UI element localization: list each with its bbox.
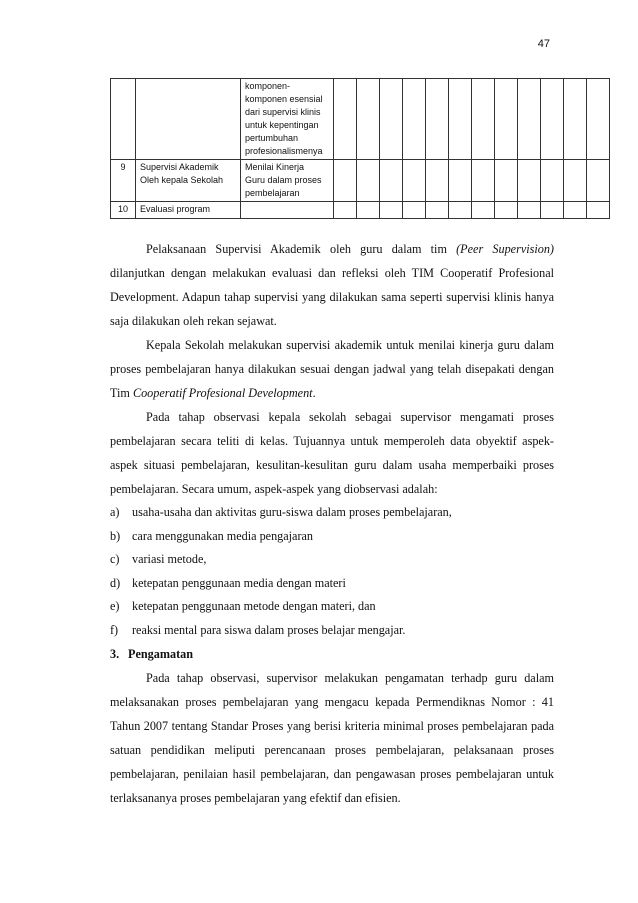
schedule-cell [357, 79, 380, 160]
body-text [110, 237, 554, 810]
activity-cell [136, 79, 241, 160]
list-item: f) reaksi mental para siswa dalam proses belajar mengajar. [110, 622, 406, 637]
schedule-cell [472, 160, 495, 202]
schedule-cell [541, 79, 564, 160]
row-number-cell [111, 79, 136, 160]
schedule-cell [472, 202, 495, 219]
schedule-cell [334, 202, 357, 219]
schedule-cell [449, 202, 472, 219]
schedule-cell [380, 160, 403, 202]
schedule-cell [518, 202, 541, 219]
page-number: 47 [537, 38, 550, 50]
row-number-cell: 9 [111, 160, 136, 202]
schedule-cell [541, 160, 564, 202]
schedule-cell [518, 160, 541, 202]
row-number-cell: 10 [111, 202, 136, 219]
schedule-cell [403, 160, 426, 202]
schedule-cell [449, 160, 472, 202]
schedule-cell [426, 202, 449, 219]
schedule-cell [426, 160, 449, 202]
schedule-cell [403, 79, 426, 160]
schedule-cell [495, 160, 518, 202]
term-peer-supervision: (Peer Supervision) [456, 242, 554, 256]
schedule-cell [426, 79, 449, 160]
schedule-cell [357, 202, 380, 219]
schedule-cell [334, 160, 357, 202]
table-row [111, 160, 610, 202]
list-item: c) variasi metode, [110, 552, 207, 566]
schedule-cell [541, 202, 564, 219]
schedule-cell [495, 79, 518, 160]
indicator-cell: komponen- komponen esensial dari supervisi klinis untuk kepentingan pertumbuhan profesionalismenya [241, 79, 334, 160]
indicator-cell [241, 202, 334, 219]
observation-aspects-list [110, 501, 554, 642]
schedule-cell [449, 79, 472, 160]
paragraph-observation: Pada tahap observasi, supervisor melakukan pengamatan terhadp guru dalam melaksanakan proses pembelajaran yang mengacu kepada Permendiknas Nomor : 41 Tahun 2007 tentang Standar Proses yang berisi kriteria minimal proses pembelajaran pada satuan pendidikan meliputi perencanaan proses pembelajaran, pelaksanaan proses pembelajaran, penilaian hasil pembelajaran, dan pengawasan proses pembelajaran untuk terlaksananya proses pembelajaran yang efektif dan efisien. [110, 671, 554, 805]
schedule-cell [334, 79, 357, 160]
paragraph-observation-intro: Pada tahap observasi kepala sekolah sebagai supervisor mengamati proses pembelajaran secara teliti di kelas. Tujuannya untuk memperoleh data obyektif aspek-aspek situasi pembelajaran, kesulitan-kesulitan guru dalam usaha memperbaiki proses pembelajaran. Secara umum, aspek-aspek yang diobservasi adalah: [110, 410, 554, 496]
schedule-cell [380, 79, 403, 160]
table-row [111, 202, 610, 219]
term-cooperatif-profesional-development: Cooperatif Profesional Development [132, 386, 313, 400]
schedule-table [110, 78, 610, 219]
schedule-cell [472, 79, 495, 160]
list-item: e) ketepatan penggunaan metode dengan materi, dan [110, 599, 376, 613]
schedule-cell [564, 160, 587, 202]
paragraph-peer-supervision: Pelaksanaan Supervisi Akademik oleh guru dalam tim (Peer Supervision) dilanjutkan dengan melakukan evaluasi dan refleksi oleh TIM Cooperatif Profesional Development. Adapun tahap supervisi yang dilakukan sama seperti supervisi klinis hanya saja dilakukan oleh rekan sejawat. [110, 242, 554, 328]
schedule-cell [495, 202, 518, 219]
schedule-cell [403, 202, 426, 219]
paragraph-principal-supervision: Kepala Sekolah melakukan supervisi akademik untuk menilai kinerja guru dalam proses pembelajaran hanya dilakukan sesuai dengan jadwal yang telah disepakati dengan Tim Cooperatif Profesional Development. [110, 338, 554, 400]
schedule-cell [518, 79, 541, 160]
schedule-cell [587, 202, 610, 219]
schedule-cell [564, 79, 587, 160]
activity-cell: Supervisi Akademik Oleh kepala Sekolah [136, 160, 241, 202]
schedule-cell [587, 79, 610, 160]
schedule-cell [564, 202, 587, 219]
schedule-cell [380, 202, 403, 219]
schedule-cell [587, 160, 610, 202]
list-item: a) usaha-usaha dan aktivitas guru-siswa dalam proses pembelajaran, [110, 505, 452, 519]
schedule-cell [357, 160, 380, 202]
section-heading: 3. Pengamatan [110, 647, 193, 661]
list-item: d) ketepatan penggunaan media dengan materi [110, 575, 346, 590]
table-row [111, 79, 610, 160]
indicator-cell: Menilai Kinerja Guru dalam proses pembelajaran [241, 160, 334, 202]
list-item: b) cara menggunakan media pengajaran [110, 528, 314, 543]
activity-cell: Evaluasi program [136, 202, 241, 219]
